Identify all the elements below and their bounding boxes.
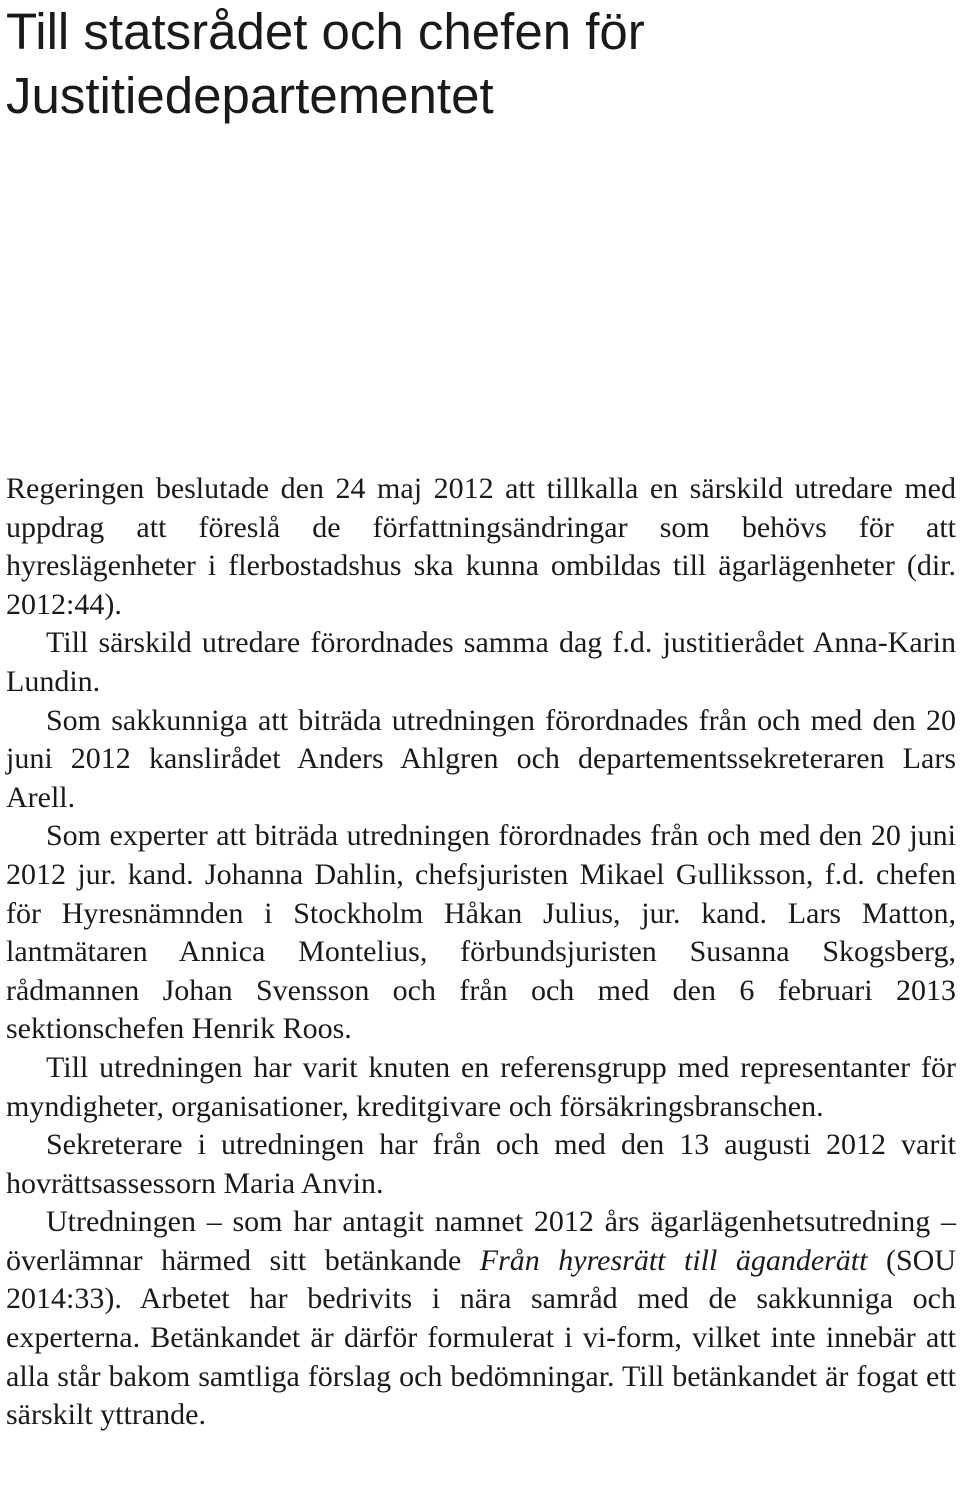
paragraph-assignment: Regeringen beslutade den 24 maj 2012 att tillkalla en särskild utredare med uppdrag att föreslå de författningsändringar som behövs för att hyreslägenheter i flerbostadshus ska kunna ombildas till ägarlägenheter (dir. 2012:44). [6,472,956,621]
report-title: Från hyresrätt till äganderätt [479,1243,868,1277]
paragraph-secretary: Sekreterare i utredningen har från och med den 13 augusti 2012 varit hovrättsassessorn Maria Anvin. [6,1128,956,1200]
document-page [6,0,956,128]
paragraph-reference-group: Till utredningen har varit knuten en referensgrupp med representanter för myndigheter, organisationer, kreditgivare och försäkringsbranschen. [6,1050,956,1123]
paragraph-investigator: Till särskild utredare förordnades samma dag f.d. justitierådet Anna-Karin Lundin. [6,626,956,698]
report-text-after: (SOU 2014:33). Arbetet har bedrivits i nära samråd med de sakkunniga och experterna. Betänkandet är därför formulerat i vi-form, vilket inte innebär att alla står bakom samtliga förslag och bedömningar. Till betänkandet är fogat ett särskilt yttrande. [6,1243,956,1432]
page-title-line-2: Justitiedepartementet [6,67,494,124]
page-title [6,0,956,128]
page-title-line-1: Till statsrådet och chefen för [6,3,645,60]
report-text-before: Utredningen – som har antagit namnet 2012 års ägarlägenhetsutredning – överlämnar härmed sitt betänkande [6,1205,956,1277]
paragraph-report-submission [6,1203,956,1435]
paragraph-experts-advisors: Som sakkunniga att biträda utredningen förordnades från och med den 20 juni 2012 kanslirådet Anders Ahlgren och departementssekreteraren Lars Arell. [6,703,956,814]
paragraph-experts: Som experter att biträda utredningen förordnades från och med den 20 juni 2012 jur. kand. Johanna Dahlin, chefsjuristen Mikael Gulliksson, f.d. chefen för Hyresnämnden i Stockholm Håkan Julius, jur. kand. Lars Matton, lantmätaren Annica Montelius, förbundsjuristen Susanna Skogsberg, rådmannen Johan Svensson och från och med den 6 februari 2013 sektionschefen Henrik Roos. [6,819,956,1046]
letter-body [6,470,956,1435]
